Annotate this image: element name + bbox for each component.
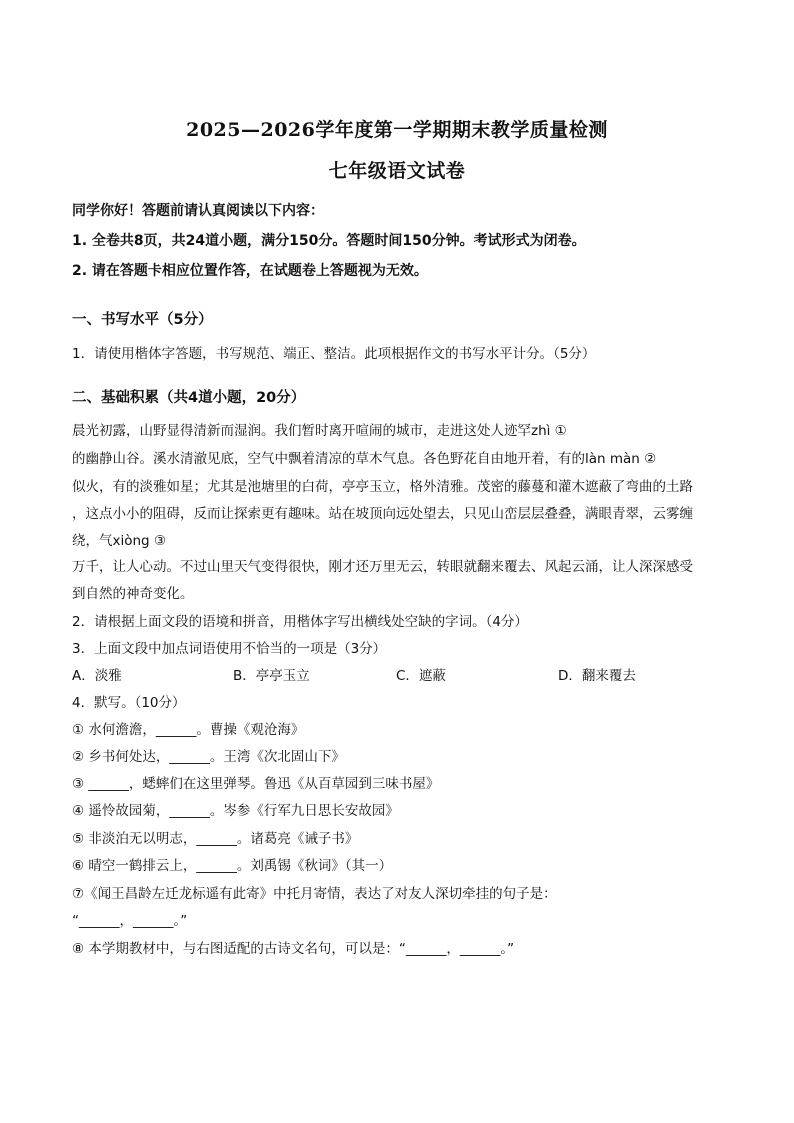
dictation-item: ⑧ 本学期教材中，与右图适配的古诗文名句，可以是：“______，______。” — [72, 941, 515, 957]
section-2-heading: 二、基础积累（共4道小题，20分） — [72, 390, 306, 406]
passage-line: 似火，有的淡雅如星；尤其是池塘里的白荷，亭亭玉立，格外清雅。茂密的藤蔓和灌木遮蔽了弯曲的土路 — [72, 479, 693, 495]
passage-line: ，这点小小的阻碍，反而让探索更有趣味。站在坡顶向远处望去，只见山峦层层叠叠，满眼青翠，云雾缠 — [72, 506, 693, 522]
dictation-item: ⑤ 非淡泊无以明志，______。诸葛亮《诫子书》 — [72, 831, 359, 847]
option-b: B．亭亭玉立 — [233, 668, 310, 684]
section-1-heading: 一、书写水平（5分） — [72, 312, 213, 328]
option-c: C．遮蔽 — [396, 668, 446, 684]
passage-line: 到自然的神奇变化。 — [72, 586, 194, 602]
notice-item-2: 2. 请在答题卡相应位置作答，在试题卷上答题视为无效。 — [72, 263, 428, 279]
dictation-item: ① 水何澹澹，______。曹操《观沧海》 — [72, 722, 305, 738]
notice-greeting: 同学你好！答题前请认真阅读以下内容： — [72, 203, 324, 219]
exam-subtitle: 七年级语文试卷 — [328, 160, 466, 182]
question-3: 3．上面文段中加点词语使用不恰当的一项是（3分） — [72, 641, 387, 657]
dictation-item: ④ 遥怜故园菊，______。岑参《行军九日思长安故园》 — [72, 803, 399, 819]
notice-item-1: 1. 全卷共8页，共24道小题，满分150分。答题时间150分钟。考试形式为闭卷。 — [72, 233, 586, 249]
dictation-item: “______，______。” — [72, 913, 188, 929]
question-4: 4．默写。（10分） — [72, 695, 186, 711]
dictation-item: ⑥ 晴空一鹤排云上，______。刘禹锡《秋词》（其一） — [72, 858, 393, 874]
passage-line: 万千，让人心动。不过山里天气变得很快，刚才还万里无云，转眼就翻来覆去、风起云涌，让人深深感受 — [72, 559, 693, 575]
dictation-item: ② 乡书何处达，______。王湾《次北固山下》 — [72, 749, 345, 765]
exam-title: 2025—2026学年度第一学期期末教学质量检测 — [186, 119, 608, 141]
passage-line: 的幽静山谷。溪水清澈见底，空气中飘着清凉的草木气息。各色野花自由地开着，有的làn màn ② — [72, 451, 657, 467]
dictation-item: ⑦《闻王昌龄左迁龙标遥有此寄》中托月寄情，表达了对友人深切牵挂的句子是： — [72, 886, 557, 902]
option-d: D．翻来覆去 — [558, 668, 636, 684]
dictation-item: ③ ______，蟋蟀们在这里弹琴。鲁迅《从百草园到三味书屋》 — [72, 776, 440, 792]
passage-line: 绕，气xiòng ③ — [72, 533, 167, 549]
option-a: A．淡雅 — [72, 668, 122, 684]
question-2: 2．请根据上面文段的语境和拼音，用楷体字写出横线处空缺的字词。（4分） — [72, 614, 528, 630]
question-1: 1．请使用楷体字答题，书写规范、端正、整洁。此项根据作文的书写水平计分。（5分） — [72, 346, 596, 362]
passage-line: 晨光初露，山野显得清新而湿润。我们暂时离开喧闹的城市，走进这处人迹罕zhì ① — [72, 423, 567, 439]
